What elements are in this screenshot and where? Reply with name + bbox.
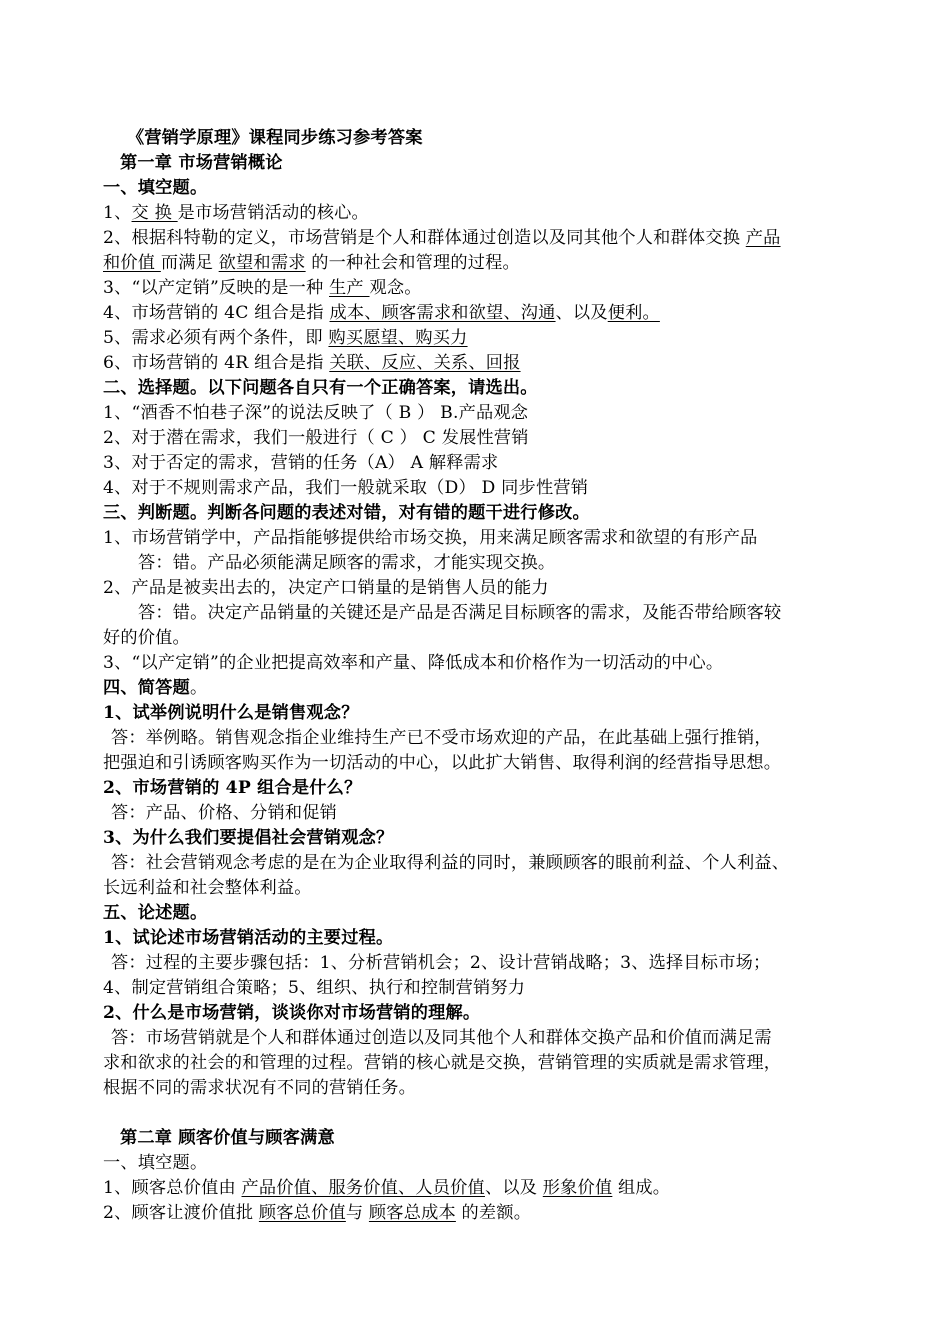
fill-question-5: 5、需求必须有两个条件，即 购买愿望、购买力 [103,328,468,348]
choice-question-4: 4、对于不规则需求产品，我们一般就采取（D） D 同步性营销 [103,478,589,498]
judge-question-3: 3、“以产定销”的企业把提高效率和产量、降低成本和价格作为一切活动的中心。 [103,653,724,673]
short-answer-1-cont: 把强迫和引诱顾客购买作为一切活动的中心，以此扩大销售、取得利润的经营指导思想。 [103,753,782,773]
judge-answer-2: 答：错。决定产品销量的关键还是产品是否满足目标顾客的需求，及能否带给顾客较 [138,603,782,623]
chapter-1-title: 第一章 市场营销概论 [120,153,283,173]
chapter-2-title: 第二章 顾客价值与顾客满意 [120,1128,335,1148]
choice-question-1: 1、“酒香不怕巷子深”的说法反映了（ B ） B.产品观念 [103,403,529,423]
choice-question-3: 3、对于否定的需求，营销的任务（A） A 解释需求 [103,453,499,473]
judge-question-2: 2、产品是被卖出去的，决定产口销量的是销售人员的能力 [103,578,549,598]
fill-question-4: 4、市场营销的 4C 组合是指 成本、顾客需求和欲望、沟通、以及便利。 [103,303,660,323]
judge-answer-1: 答：错。产品必须能满足顾客的需求，才能实现交换。 [138,553,556,573]
fill-question-1: 1、顾客总价值由 产品价值、服务价值、人员价值、以及 形象价值 组成。 [103,1178,671,1198]
fill-question-1: 1、交 换 是市场营销活动的核心。 [103,203,369,223]
section-heading: 三、判断题。判断各问题的表述对错，对有错的题干进行修改。 [103,503,590,523]
choice-question-2: 2、对于潜在需求，我们一般进行（ C ） C 发展性营销 [103,428,529,448]
short-answer-1: 答：举例略。销售观念指企业维持生产已不受市场欢迎的产品，在此基础上强行推销， [111,728,772,748]
essay-answer-1-cont: 4、制定营销组合策略；5、组织、执行和控制营销努力 [103,978,526,998]
short-answer-3-cont: 长远利益和社会整体利益。 [103,878,312,898]
section-heading: 四、简答题。 [103,678,208,698]
essay-answer-2: 答：市场营销就是个人和群体通过创造以及同其他个人和群体交换产品和价值而满足需 [111,1028,772,1048]
fill-question-2-line-1: 2、根据科特勒的定义，市场营销是个人和群体通过创造以及同其他个人和群体交换 产品 [103,228,781,248]
section-heading: 二、选择题。以下问题各自只有一个正确答案，请选出。 [103,378,538,398]
short-answer-3: 答：社会营销观念考虑的是在为企业取得利益的同时，兼顾顾客的眼前利益、个人利益、 [111,853,790,873]
short-question-1: 1、试举例说明什么是销售观念？ [103,703,359,723]
section-heading: 五、论述题。 [103,903,208,923]
fill-question-3: 3、“以产定销”反映的是一种 生产 观念。 [103,278,422,298]
short-answer-2: 答：产品、价格、分销和促销 [111,803,338,823]
essay-question-2: 2、什么是市场营销，谈谈你对市场营销的理解。 [103,1003,481,1023]
section-heading: 一、填空题。 [103,178,208,198]
essay-question-1: 1、试论述市场营销活动的主要过程。 [103,928,394,948]
essay-answer-2-cont: 根据不同的需求状况有不同的营销任务。 [103,1078,416,1098]
judge-question-1: 1、市场营销学中，产品指能够提供给市场交换，用来满足顾客需求和欲望的有形产品 [103,528,758,548]
fill-question-2: 2、顾客让渡价值批 顾客总价值与 顾客总成本 的差额。 [103,1203,532,1223]
judge-answer-2-cont: 好的价值。 [103,628,190,648]
short-question-2: 2、市场营销的 4P 组合是什么？ [103,778,362,798]
short-question-3: 3、为什么我们要提倡社会营销观念？ [103,828,394,848]
fill-question-2-line-2: 和价值 而满足 欲望和需求 的一种社会和管理的过程。 [103,253,520,273]
essay-answer-2-cont: 求和欲求的社会的和管理的过程。营销的核心就是交换，营销管理的实质就是需求管理， [103,1053,782,1073]
document-title: 《营销学原理》课程同步练习参考答案 [127,128,423,148]
essay-answer-1: 答：过程的主要步骤包括：1、分析营销机会；2、设计营销战略；3、选择目标市场； [111,953,771,973]
section-heading: 一、填空题。 [103,1153,208,1173]
fill-question-6: 6、市场营销的 4R 组合是指 关联、反应、关系、回报 [103,353,521,373]
